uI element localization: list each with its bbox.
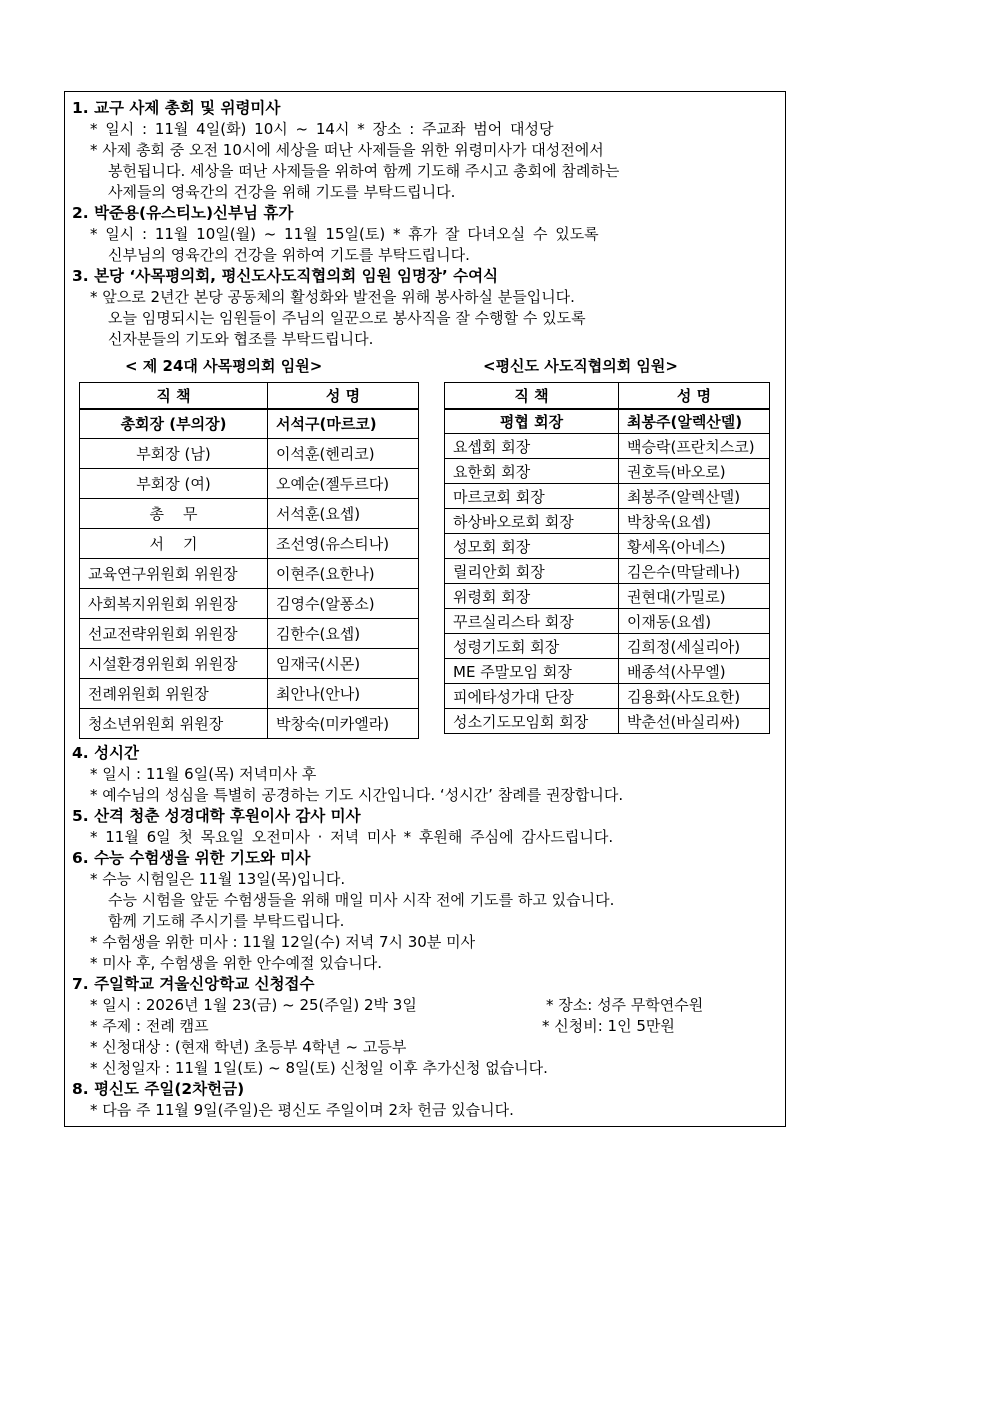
section-3-line-2: 오늘 임명되시는 임원들이 주님의 일꾼으로 봉사직을 잘 수행할 수 있도록 — [108, 309, 586, 327]
table-cell-name: 오예순(젤두르다) — [268, 469, 419, 499]
table-header: 성 명 — [268, 383, 419, 409]
table-cell-name: 서석훈(요셉) — [268, 499, 419, 529]
table-left-caption: < 제 24대 사목평의회 임원> — [125, 357, 323, 375]
section-4-line-1: * 일시 : 11월 6일(목) 저녁미사 후 — [90, 765, 317, 783]
table-cell-name: 임재국(시몬) — [268, 649, 419, 679]
section-7-line-1: * 일시 : 2026년 1월 23(금) ~ 25(주일) 2박 3일 — [90, 996, 417, 1014]
section-7-line-4: * 신청일자 : 11월 1일(토) ~ 8일(토) 신청일 이후 추가신청 없습니다. — [90, 1059, 548, 1077]
table-cell-role: 위령회 회장 — [445, 584, 619, 609]
table-cell-name: 최봉주(알렉산델) — [619, 484, 770, 509]
table-cell-name: 최안나(안나) — [268, 679, 419, 709]
table-cell-role: 교육연구위원회 위원장 — [80, 559, 268, 589]
table-cell-role: 요한회 회장 — [445, 459, 619, 484]
table-cell-role: 꾸르실리스타 회장 — [445, 609, 619, 634]
table-cell-role: 부회장 (남) — [80, 439, 268, 469]
table-header: 성 명 — [619, 383, 770, 409]
table-cell-role: 선교전략위원회 위원장 — [80, 619, 268, 649]
table-cell-role: ME 주말모임 회장 — [445, 659, 619, 684]
table-cell-role: 사회복지위원회 위원장 — [80, 589, 268, 619]
table-cell-name: 황세옥(아네스) — [619, 534, 770, 559]
table-cell-name: 배종석(사무엘) — [619, 659, 770, 684]
section-6-title: 6. 수능 수험생을 위한 기도와 미사 — [72, 849, 311, 867]
table-cell-role: 청소년위원회 위원장 — [80, 709, 268, 739]
table-cell-role: 릴리안회 회장 — [445, 559, 619, 584]
table-cell-role: 피에타성가대 단장 — [445, 684, 619, 709]
table-cell-role: 평협 회장 — [445, 409, 619, 434]
table-cell-role: 전례위원회 위원장 — [80, 679, 268, 709]
table-cell-role: 성모회 회장 — [445, 534, 619, 559]
section-5-title: 5. 산격 청춘 성경대학 후원이사 감사 미사 — [72, 807, 361, 825]
table-right-caption: <평신도 사도직협의회 임원> — [483, 357, 678, 375]
table-cell-name: 김용화(사도요한) — [619, 684, 770, 709]
table-cell-name: 조선영(유스티나) — [268, 529, 419, 559]
table-cell-name: 박창숙(미카엘라) — [268, 709, 419, 739]
table-cell-name: 박춘선(바실리싸) — [619, 709, 770, 734]
council-officers-table — [79, 382, 419, 739]
table-cell-name: 김한수(요셉) — [268, 619, 419, 649]
table-cell-role: 성소기도모임회 회장 — [445, 709, 619, 734]
section-3-line-1: * 앞으로 2년간 본당 공동체의 활성화와 발전을 위해 봉사하실 분들입니다. — [90, 288, 575, 306]
table-cell-role: 총 무 — [80, 499, 268, 529]
section-8-line-1: * 다음 주 11월 9일(주일)은 평신도 주일이며 2차 헌금 있습니다. — [90, 1101, 514, 1119]
table-cell-name: 이현주(요한나) — [268, 559, 419, 589]
section-7-line-3: * 신청대상 : (현재 학년) 초등부 4학년 ~ 고등부 — [90, 1038, 407, 1056]
section-6-line-2: 수능 시험을 앞둔 수험생들을 위해 매일 미사 시작 전에 기도를 하고 있습니다. — [108, 891, 615, 909]
section-1-line-1: * 일시 : 11월 4일(화) 10시 ~ 14시 * 장소 : 주교좌 범어 대성당 — [90, 120, 554, 138]
table-cell-name: 김희정(세실리아) — [619, 634, 770, 659]
section-2-line-1: * 일시 : 11월 10일(월) ~ 11월 15일(토) * 휴가 잘 다녀오실 수 있도록 — [90, 225, 599, 243]
table-cell-name: 김영수(알퐁소) — [268, 589, 419, 619]
section-1-line-4: 사제들의 영육간의 건강을 위해 기도를 부탁드립니다. — [108, 183, 456, 201]
table-cell-role: 시설환경위원회 위원장 — [80, 649, 268, 679]
section-6-line-5: * 미사 후, 수험생을 위한 안수예절 있습니다. — [90, 954, 382, 972]
table-header: 직 책 — [445, 383, 619, 409]
section-6-line-3: 함께 기도해 주시기를 부탁드립니다. — [108, 912, 345, 930]
table-cell-name: 권현대(가밀로) — [619, 584, 770, 609]
section-1-line-2: * 사제 총회 중 오전 10시에 세상을 떠난 사제들을 위한 위령미사가 대성전에서 — [90, 141, 604, 159]
table-cell-role: 하상바오로회 회장 — [445, 509, 619, 534]
table-cell-role: 서 기 — [80, 529, 268, 559]
table-cell-name: 박창욱(요셉) — [619, 509, 770, 534]
section-6-line-1: * 수능 시험일은 11월 13일(목)입니다. — [90, 870, 346, 888]
table-cell-name: 서석구(마르코) — [268, 409, 419, 439]
table-cell-role: 성령기도회 회장 — [445, 634, 619, 659]
section-3-title: 3. 본당 ‘사목평의회, 평신도사도직협의회 임원 임명장’ 수여식 — [72, 267, 499, 285]
table-cell-name: 백승락(프란치스코) — [619, 434, 770, 459]
section-4-title: 4. 성시간 — [72, 744, 139, 762]
table-cell-role: 요셉회 회장 — [445, 434, 619, 459]
section-7-venue: * 장소: 성주 무학연수원 — [546, 996, 704, 1014]
table-cell-name: 김은수(막달레나) — [619, 559, 770, 584]
table-cell-name: 이석훈(헨리코) — [268, 439, 419, 469]
section-1-line-3: 봉헌됩니다. 세상을 떠난 사제들을 위하여 함께 기도해 주시고 총회에 참례하는 — [108, 162, 620, 180]
section-2-line-2: 신부님의 영육간의 건강을 위하여 기도를 부탁드립니다. — [108, 246, 470, 264]
table-cell-role: 마르코회 회장 — [445, 484, 619, 509]
table-cell-name: 최봉주(알렉산델) — [619, 409, 770, 434]
table-cell-name: 권호득(바오로) — [619, 459, 770, 484]
table-cell-role: 부회장 (여) — [80, 469, 268, 499]
section-5-line-1: * 11월 6일 첫 목요일 오전미사 · 저녁 미사 * 후원해 주심에 감사드립니다. — [90, 828, 614, 846]
table-cell-name: 이재동(요셉) — [619, 609, 770, 634]
section-8-title: 8. 평신도 주일(2차헌금) — [72, 1080, 245, 1098]
section-3-line-3: 신자분들의 기도와 협조를 부탁드립니다. — [108, 330, 374, 348]
table-cell-role: 총회장 (부의장) — [80, 409, 268, 439]
section-7-fee: * 신청비: 1인 5만원 — [542, 1017, 675, 1035]
section-7-line-2: * 주제 : 전례 캠프 — [90, 1017, 209, 1035]
section-6-line-4: * 수험생을 위한 미사 : 11월 12일(수) 저녁 7시 30분 미사 — [90, 933, 476, 951]
lay-apostolate-officers-table — [444, 382, 770, 734]
section-4-line-2: * 예수님의 성심을 특별히 공경하는 기도 시간입니다. ‘성시간’ 참례를 권장합니다. — [90, 786, 624, 804]
section-7-title: 7. 주일학교 겨울신앙학교 신청접수 — [72, 975, 315, 993]
section-2-title: 2. 박준용(유스티노)신부님 휴가 — [72, 204, 294, 222]
table-header: 직 책 — [80, 383, 268, 409]
section-1-title: 1. 교구 사제 총회 및 위령미사 — [72, 99, 281, 117]
